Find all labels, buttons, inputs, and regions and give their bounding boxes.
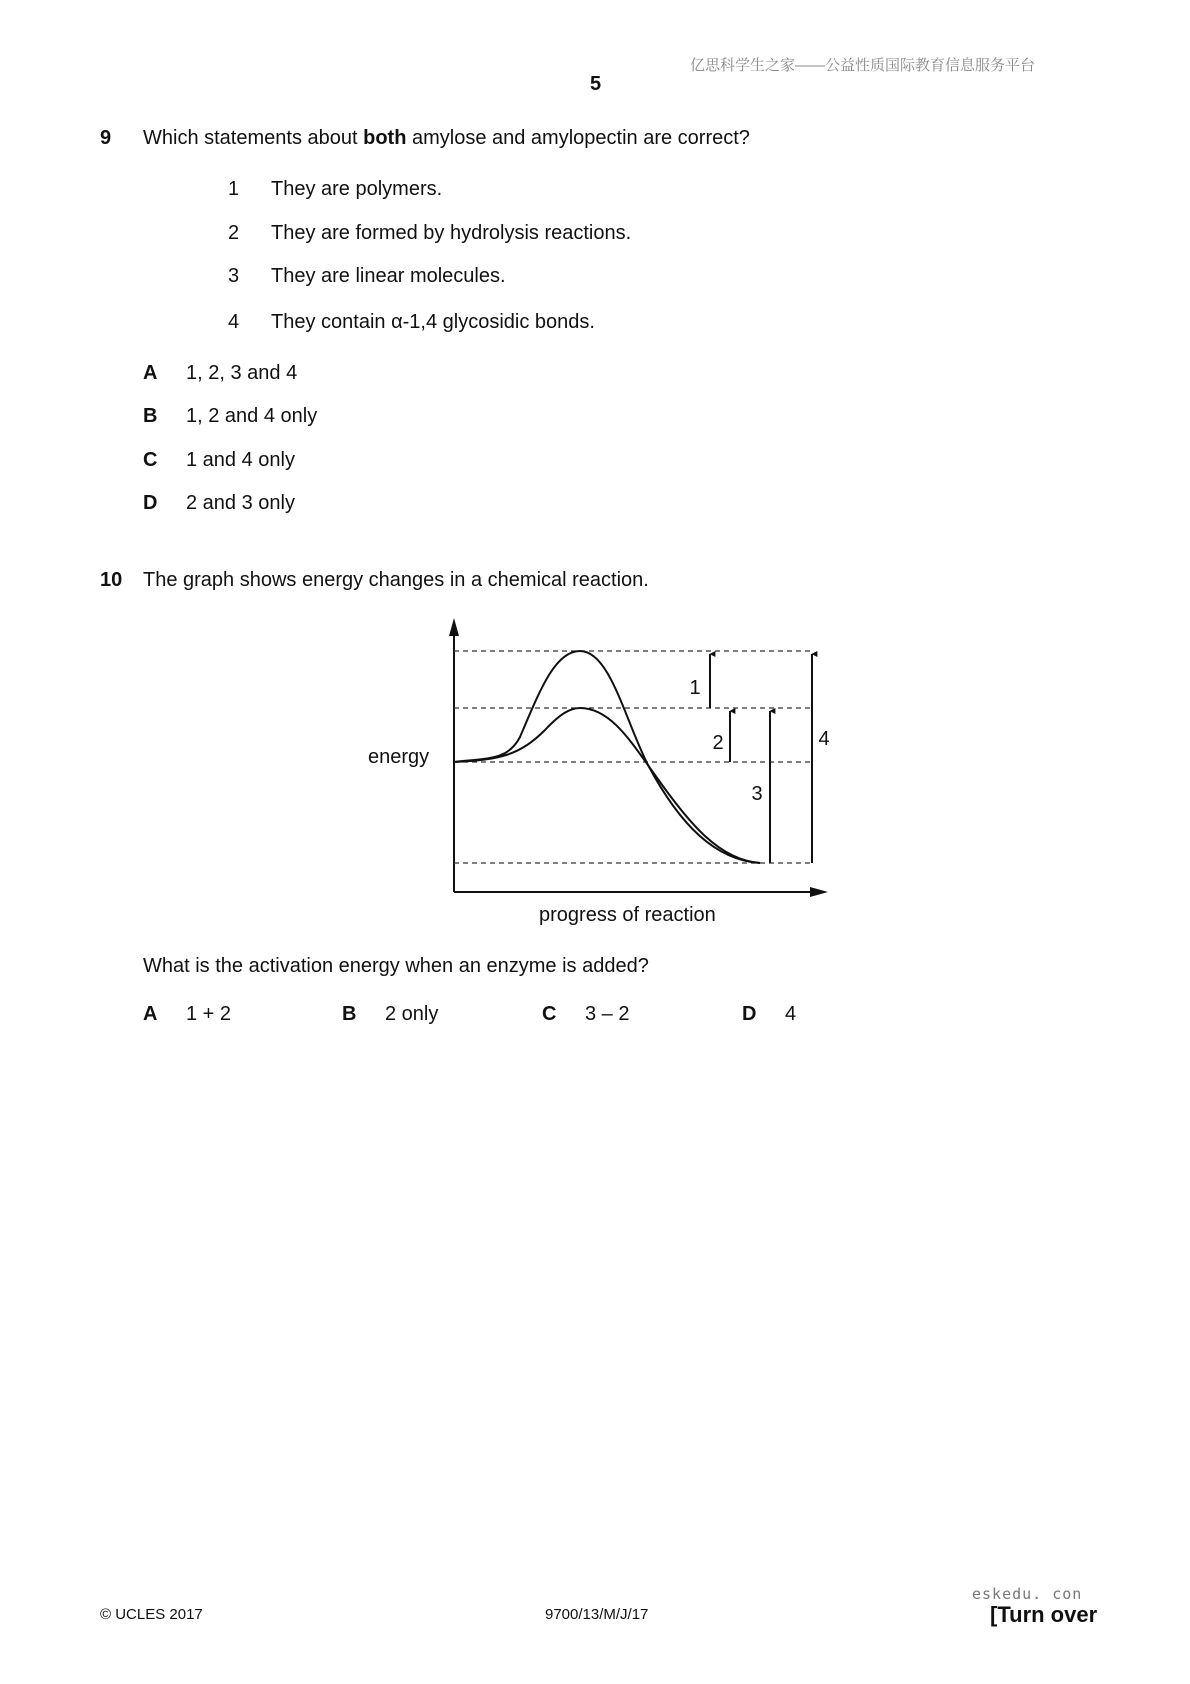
q10-option-b-letter: B: [342, 1003, 357, 1025]
question-9-number: 9: [100, 127, 112, 149]
x-axis-arrowhead: [810, 887, 828, 897]
q9-option-c-letter: C: [143, 449, 158, 471]
q10-option-a-letter: A: [143, 1003, 158, 1025]
turn-over-label: [Turn over: [990, 1602, 1098, 1627]
q9-option-a-text: 1, 2, 3 and 4: [186, 362, 298, 384]
question-10-text: The graph shows energy changes in a chemical reaction.: [143, 569, 649, 591]
q9-option-b-text: 1, 2 and 4 only: [186, 405, 318, 427]
y-axis-arrowhead: [449, 618, 459, 636]
statement-2-number: 2: [228, 222, 240, 244]
statement-3-text: They are linear molecules.: [271, 265, 506, 287]
footer-copyright: © UCLES 2017: [100, 1606, 203, 1623]
q10-option-d-text: 4: [785, 1003, 797, 1025]
q10-option-d-letter: D: [742, 1003, 757, 1025]
statement-4-text: They contain α-1,4 glycosidic bonds.: [271, 311, 595, 333]
watermark-text: 亿思科学生之家——公益性质国际教育信息服务平台: [690, 57, 1036, 74]
question-10-prompt: What is the activation energy when an enzyme is added?: [143, 955, 649, 977]
q9-option-b-letter: B: [143, 405, 158, 427]
statement-3-number: 3: [228, 265, 240, 287]
statement-1-text: They are polymers.: [271, 178, 443, 200]
arrow-3-label: 3: [751, 783, 763, 805]
q10-option-c-letter: C: [542, 1003, 557, 1025]
q9-option-a-letter: A: [143, 362, 158, 384]
y-axis-label: energy: [368, 746, 430, 768]
question-9-text-bold: both: [363, 127, 407, 149]
footer-exam-code: 9700/13/M/J/17: [545, 1606, 649, 1623]
arrow-1-label: 1: [689, 677, 701, 699]
x-axis-label: progress of reaction: [539, 904, 716, 926]
q9-option-d-letter: D: [143, 492, 158, 514]
q10-option-b-text: 2 only: [385, 1003, 439, 1025]
statement-4-number: 4: [228, 311, 240, 333]
statement-1-number: 1: [228, 178, 240, 200]
arrow-2-label: 2: [712, 732, 724, 754]
question-9-text-after: amylose and amylopectin are correct?: [406, 127, 750, 149]
statement-2-text: They are formed by hydrolysis reactions.: [271, 222, 632, 244]
arrow-4-label: 4: [818, 728, 830, 750]
q9-option-d-text: 2 and 3 only: [186, 492, 295, 514]
question-9-text-before: Which statements about: [143, 127, 364, 149]
page-number: 5: [590, 73, 602, 95]
question-10-number: 10: [100, 569, 123, 591]
site-watermark: eskedu. con: [972, 1585, 1083, 1603]
q10-option-c-text: 3 – 2: [585, 1003, 630, 1025]
q10-option-a-text: 1 + 2: [186, 1003, 232, 1025]
q9-option-c-text: 1 and 4 only: [186, 449, 295, 471]
